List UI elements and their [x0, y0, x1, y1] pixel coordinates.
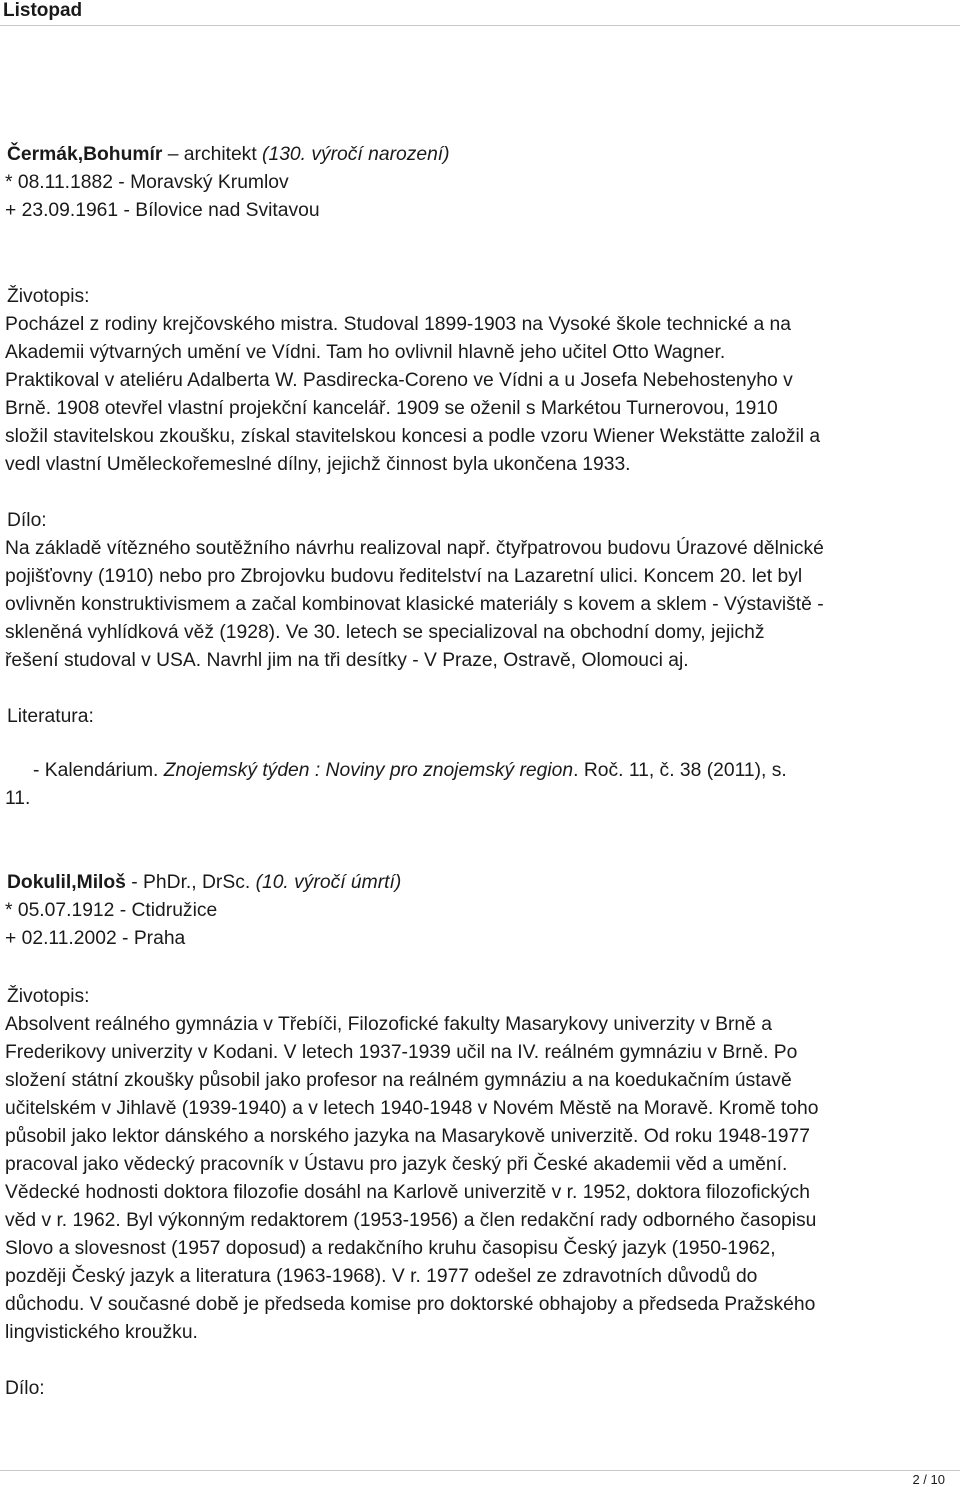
bio-line: působil jako lektor dánského a norského jazyka na Masarykově univerzitě. Od roku 1948-1977 — [5, 1126, 810, 1147]
work-line: ovlivněn konstruktivismem a začal kombinovat klasické materiály s kovem a sklem - Výstaviště - — [5, 594, 824, 615]
birth-info: * 05.07.1912 - Ctidružice — [5, 900, 218, 921]
page-title: Listopad — [3, 0, 83, 21]
footer-divider — [0, 1470, 960, 1471]
work-label: Dílo: — [5, 1378, 45, 1399]
bio-line: složení státní zkoušky působil jako profesor na reálném gymnáziu a na koedukačním ústavě — [5, 1070, 792, 1091]
entry-cermak-literature — [5, 703, 955, 731]
bio-line: Pocházel z rodiny krejčovského mistra. Studoval 1899-1903 na Vysoké škole technické a na — [5, 314, 791, 335]
literature-citation — [5, 757, 955, 813]
bio-line: věd v r. 1962. Byl výkonným redaktorem (1953-1956) a člen redakční rady odborného časopisu — [5, 1210, 817, 1231]
literature-label: Literatura: — [7, 706, 94, 727]
entry-dokulil-bio — [5, 983, 955, 1347]
bio-line: Akademii výtvarných umění ve Vídni. Tam ho ovlivnil hlavně jeho učitel Otto Wagner. — [5, 342, 726, 363]
bio-line: složil stavitelskou zkoušku, získal stavitelskou koncesi a podle vzoru Wiener Wekstätte založil a — [5, 426, 821, 447]
work-line: Na základě vítězného soutěžního návrhu realizoval např. čtyřpatrovou budovu Úrazové dělnické — [5, 538, 824, 559]
death-info: + 23.09.1961 - Bílovice nad Svitavou — [5, 200, 320, 221]
person-role: - PhDr., DrSc. — [125, 872, 256, 893]
entry-heading — [5, 869, 955, 897]
bio-line: vedl vlastní Uměleckořemeslné dílny, jejichž činnost byla ukončena 1933. — [5, 454, 631, 475]
person-name: Čermák,Bohumír — [7, 144, 163, 165]
citation-suffix: . Roč. 11, č. 38 (2011), s. — [573, 760, 787, 781]
citation-prefix: - Kalendárium. — [33, 760, 164, 781]
bio-line: Brně. 1908 otevřel vlastní projekční kancelář. 1909 se oženil s Markétou Turnerovou, 1910 — [5, 398, 778, 419]
bio-line: později Český jazyk a literatura (1963-1968). V r. 1977 odešel ze zdravotních důvodů do — [5, 1266, 758, 1287]
birth-info: * 08.11.1882 - Moravský Krumlov — [5, 172, 289, 193]
work-line: pojišťovny (1910) nebo pro Zbrojovku budovu ředitelství na Lazaretní ulici. Koncem 20. let byl — [5, 566, 803, 587]
anniversary-note: (130. výročí narození) — [262, 144, 450, 165]
person-role: – architekt — [162, 144, 263, 165]
person-name: Dokulil,Miloš — [7, 872, 126, 893]
bio-line: Absolvent reálného gymnázia v Třebíči, Filozofické fakulty Masarykovy univerzity v Brně a — [5, 1014, 772, 1035]
work-line: řešení studoval v USA. Navrhl jim na tři desítky - V Praze, Ostravě, Olomouci aj. — [5, 650, 689, 671]
work-label: Dílo: — [7, 510, 47, 531]
entry-cermak-work — [5, 507, 955, 675]
anniversary-note: (10. výročí úmrtí) — [255, 872, 402, 893]
bio-line: Slovo a slovesnost (1957 doposud) a redakčního kruhu časopisu Český jazyk (1950-1962, — [5, 1238, 776, 1259]
header-divider — [0, 25, 960, 26]
entry-cermak-bio — [5, 283, 955, 479]
page-number: 2 / 10 — [912, 1472, 945, 1487]
bio-line: Frederikovy univerzity v Kodani. V letech 1937-1939 učil na IV. reálném gymnáziu v Brně. Po — [5, 1042, 798, 1063]
bio-line: učitelském v Jihlavě (1939-1940) a v letech 1940-1948 v Novém Městě na Moravě. Kromě toho — [5, 1098, 819, 1119]
entry-heading — [5, 141, 955, 169]
bio-line: lingvistického kroužku. — [5, 1322, 198, 1343]
bio-label: Životopis: — [7, 986, 90, 1007]
entry-dokulil-work — [5, 1375, 955, 1403]
page-header — [0, 0, 960, 26]
bio-line: Praktikoval v ateliéru Adalberta W. Pasdirecka-Coreno ve Vídni a u Josefa Nebehostenyho v — [5, 370, 793, 391]
citation-continuation: 11. — [5, 788, 31, 809]
work-line: skleněná vyhlídková věž (1928). Ve 30. letech se specializoval na obchodní domy, jejichž — [5, 622, 765, 643]
bio-line: Vědecké hodnosti doktora filozofie dosáhl na Karlově univerzitě v r. 1952, doktora filozofických — [5, 1182, 810, 1203]
death-info: + 02.11.2002 - Praha — [5, 928, 186, 949]
bio-line: důchodu. V současné době je předseda komise pro doktorské obhajoby a předseda Pražského — [5, 1294, 816, 1315]
entry-dokulil — [5, 869, 955, 953]
bio-line: pracoval jako vědecký pracovník v Ústavu pro jazyk český při České akademii věd a umění. — [5, 1154, 788, 1175]
entry-cermak — [5, 141, 955, 225]
bio-label: Životopis: — [7, 286, 90, 307]
citation-journal: Znojemský týden : Noviny pro znojemský region — [163, 760, 574, 781]
